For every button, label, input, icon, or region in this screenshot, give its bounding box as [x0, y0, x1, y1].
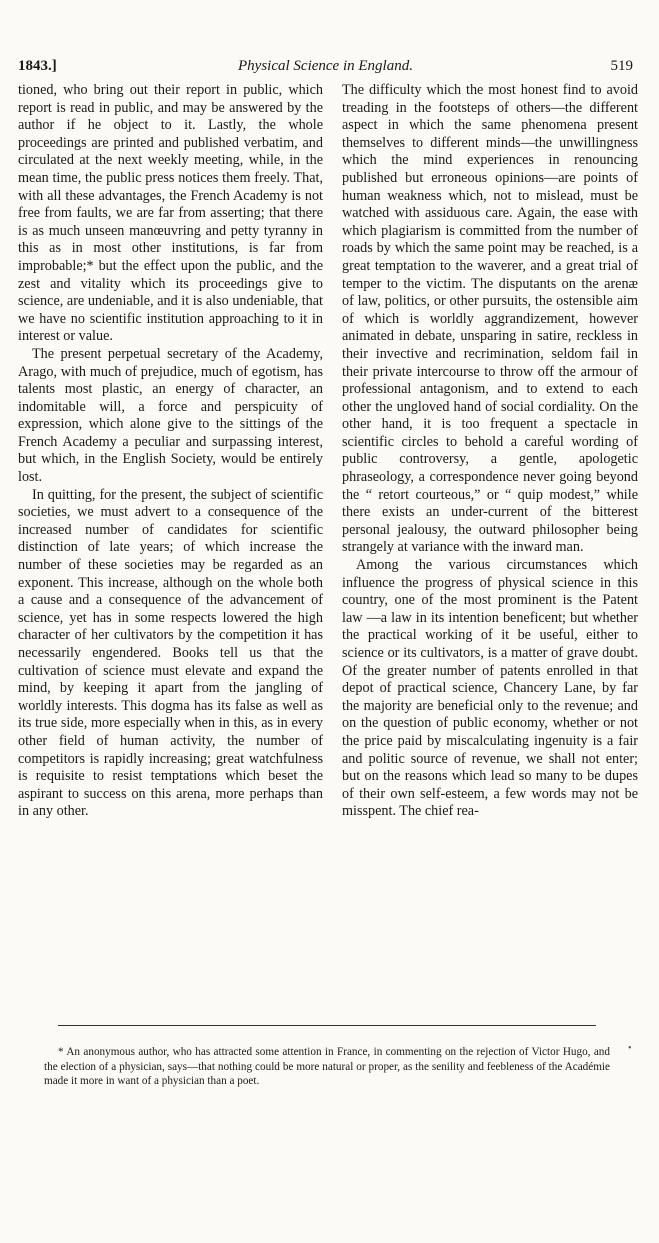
- left-column: [18, 82, 323, 821]
- page-number: 519: [610, 58, 633, 74]
- paragraph: tioned, who bring out their report in public, which report is read in public, and may be answered by the author if he object to it. Lastly, the whole proceedings are printed and published verbatim, and circulated at the next weekly meeting, while, in the mean time, the public press notices them freely. That, with all these advantages, the French Academy is not free from faults, we are far from asserting; that there is as much unseen manœuvring and petty tyranny in this as in most other institutions, is far from improbable;* but the effect upon the public, and the zest and vitality which its proceedings give to science, are undeniable, and it is also undeniable, that we have no scientific institution approaching to it in interest or value.: [18, 82, 323, 345]
- paragraph: The difficulty which the most honest find to avoid treading in the footsteps of others—the different aspect in which the same phenomena present themselves to different minds—the unwillingness which the mind experiences in renouncing published but erroneous opinions—are points of human weakness which, not to mislead, must be watched with assiduous care. Again, the ease with which plagiarism is committed from the number of roads by which the same point may be reached, is a great temptation to the waverer, and a great trial of temper to the victim. The disputants on the arenæ of law, politics, or other pursuits, the ostensible aim of which is worldly aggrandizement, however animated in debate, unsparing in satire, reckless in their invective and recrimination, seldom fail in their private intercourse to throw off the armour of professional antagonism, and to extend to each other the ungloved hand of social cordiality. On the other hand, it is too frequent a spectacle in scientific circles to behold a careful wording of public controversy, a gentle, apologetic phraseology, a correspondence never going beyond the “ retort courteous,” or “ quip modest,” while there exists an under-current of the bitterest personal jealousy, the outward philosopher being strangely at variance with the inward man.: [342, 82, 638, 556]
- running-header: [18, 58, 633, 80]
- paragraph: The present perpetual secretary of the Academy, Arago, with much of prejudice, much of egotism, has talents most plastic, an energy of character, an indomitable will, a force and perspicuity of expression, which alone give to the sittings of the French Academy a peculiar and surpassing interest, but which, in the English Society, would be entirely lost.: [18, 345, 323, 486]
- paragraph: In quitting, for the present, the subject of scientific societies, we must advert to a consequence of the increased number of candidates for scientific distinction of late years; of which increase the number of these societies may be regarded as an exponent. This increase, although on the whole both a cause and a consequence of the advancement of science, yet has in some respects lowered the high character of her cultivators by the competition it has necessarily engendered. Books tell us that the cultivation of science must elevate and expand the mind, by keeping it apart from the jangling of worldly interests. This dogma has its false as well as its true side, more especially when in this, as in every other field of human activity, the number of competitors is rapidly increasing; great watchfulness is requisite to resist temptations which beset the aspirant to success on this arena, more perhaps than in any other.: [18, 486, 323, 820]
- footnote-divider: [58, 1025, 596, 1026]
- paragraph: Among the various circumstances which influence the progress of physical science in this country, one of the most prominent is the Patent law —a law in its intention beneficent; but whether the practical working of it be useful, either to science or its cultivators, is a matter of grave doubt. Of the greater number of patents enrolled in that depot of practical science, Chancery Lane, by far the majority are beneficial only to the revenue; and on the question of public economy, whether or not the price paid by miscalculating ingenuity is a fair and politic source of revenue, we shall not enter; but on the reasons which lead so many to be dupes of their own self-esteem, a few words may not be misspent. The chief rea-: [342, 557, 638, 820]
- header-title: Physical Science in England.: [238, 58, 413, 74]
- footnote: * An anonymous author, who has attracted some attention in France, in commenting on the rejection of Victor Hugo, and the election of a physician, says—that nothing could be more natural or proper, as the senility and feebleness of the Académie made it more in want of a physician than a poet.: [44, 1046, 610, 1088]
- right-column: [342, 82, 638, 821]
- print-speck: •: [628, 1043, 632, 1054]
- header-year: 1843.]: [18, 58, 57, 74]
